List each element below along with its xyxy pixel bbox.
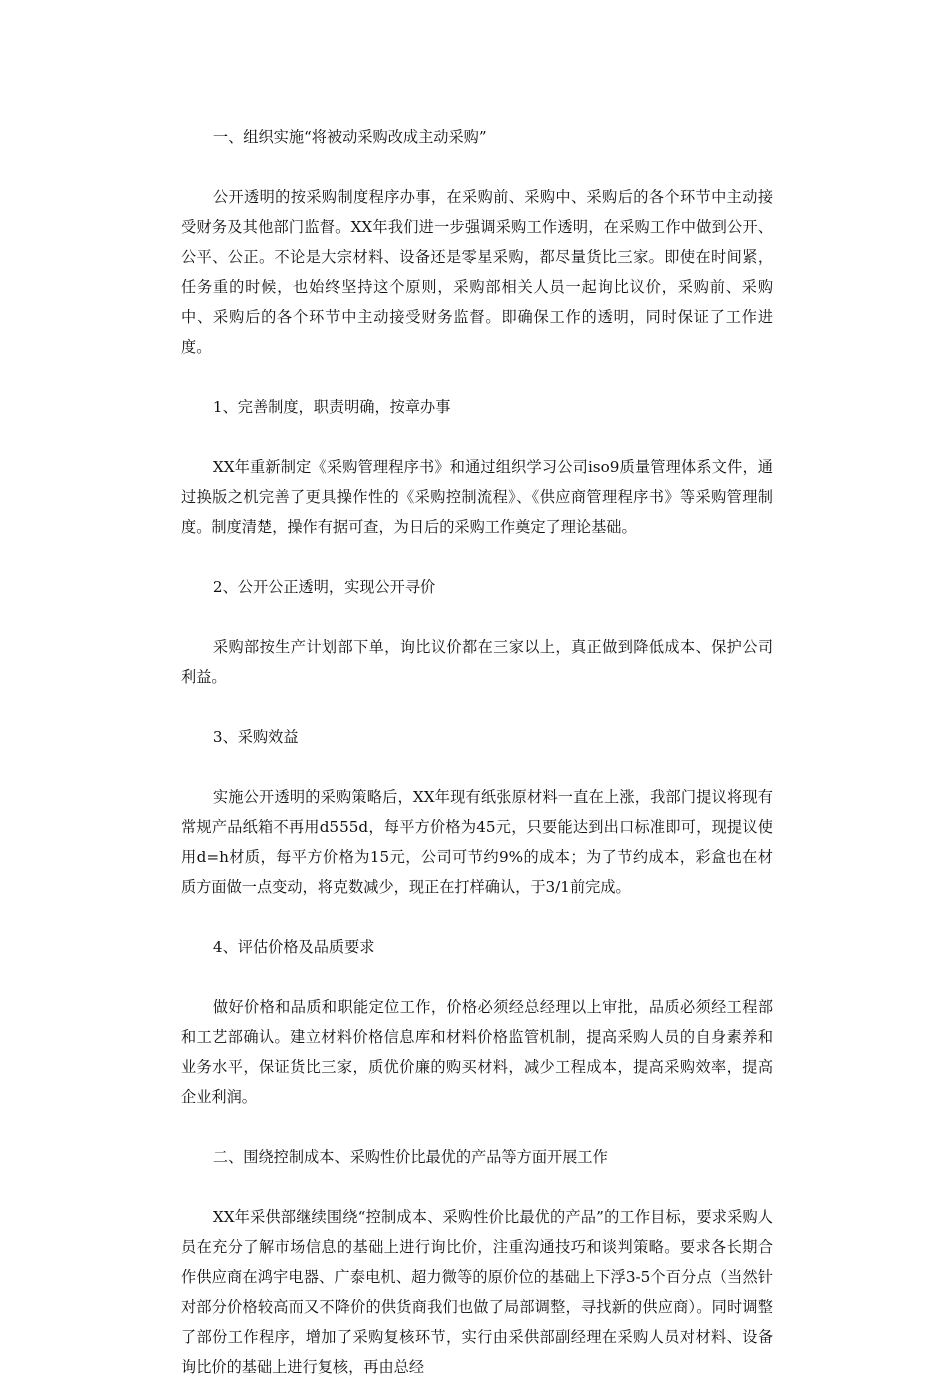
paragraph-6: XX年采供部继续围绕“控制成本、采购性价比最优的产品”的工作目标，要求采购人员在充分了解市场信息的基础上进行询比价，注重沟通技巧和谈判策略。要求各长期合作供应商在鸿宇电器、广泰电机、超力微等的原价位的基础上下浮3-5个百分点（当然针对部分价格较高而又不降价的供货商我们也做了局部调整，寻找新的供应商）。同时调整了部份工作程序，增加了采购复核环节，实行由采供部副经理在采购人员对材料、设备询比价的基础上进行复核，再由总经 — [181, 1208, 773, 1376]
section-heading-4: 3、采购效益 — [212, 728, 299, 746]
paragraph-4: 实施公开透明的采购策略后，XX年现有纸张原材料一直在上涨，我部门提议将现有常规产品纸箱不再用d555d，每平方价格为45元，只要能达到出口标准即可，现提议使用d=h材质，每平方价格为15元，公司可节约9%的成本；为了节约成本，彩盒也在材质方面做一点变动，将克数减少，现正在打样确认，于3/1前完成。 — [181, 788, 773, 896]
document-body — [181, 122, 773, 1382]
section-heading-6: 二、围绕控制成本、采购性价比最优的产品等方面开展工作 — [212, 1148, 608, 1166]
paragraph-spacer — [181, 542, 773, 572]
paragraph-spacer — [181, 752, 773, 782]
paragraph-spacer — [181, 362, 773, 392]
section-heading-1: 一、组织实施“将被动采购改成主动采购” — [212, 128, 487, 146]
paragraph-spacer — [181, 602, 773, 632]
paragraph-spacer — [181, 902, 773, 932]
paragraph-spacer — [181, 962, 773, 992]
paragraph-1: 公开透明的按采购制度程序办事，在采购前、采购中、采购后的各个环节中主动接受财务及其他部门监督。XX年我们进一步强调采购工作透明，在采购工作中做到公开、公平、公正。不论是大宗材料、设备还是零星采购，都尽量货比三家。即使在时间紧，任务重的时候，也始终坚持这个原则，采购部相关人员一起询比议价，采购前、采购中、采购后的各个环节中主动接受财务监督。即确保工作的透明，同时保证了工作进度。 — [181, 188, 773, 356]
paragraph-spacer — [181, 692, 773, 722]
paragraph-2: XX年重新制定《采购管理程序书》和通过组织学习公司iso9质量管理体系文件，通过换版之机完善了更具操作性的《采购控制流程》、《供应商管理程序书》等采购管理制度。制度清楚，操作有据可查，为日后的采购工作奠定了理论基础。 — [181, 458, 773, 536]
paragraph-5: 做好价格和品质和职能定位工作，价格必须经总经理以上审批，品质必须经工程部和工艺部确认。建立材料价格信息库和材料价格监管机制，提高采购人员的自身素养和业务水平，保证货比三家，质优价廉的购买材料，减少工程成本，提高采购效率，提高企业利润。 — [181, 998, 773, 1106]
paragraph-spacer — [181, 1112, 773, 1142]
paragraph-spacer — [181, 152, 773, 182]
paragraph-spacer — [181, 422, 773, 452]
paragraph-3: 采购部按生产计划部下单，询比议价都在三家以上，真正做到降低成本、保护公司利益。 — [181, 638, 773, 686]
section-heading-2: 1、完善制度，职责明确，按章办事 — [212, 398, 451, 416]
section-heading-5: 4、评估价格及品质要求 — [212, 938, 375, 956]
paragraph-spacer — [181, 1172, 773, 1202]
section-heading-3: 2、公开公正透明，实现公开寻价 — [212, 578, 436, 596]
